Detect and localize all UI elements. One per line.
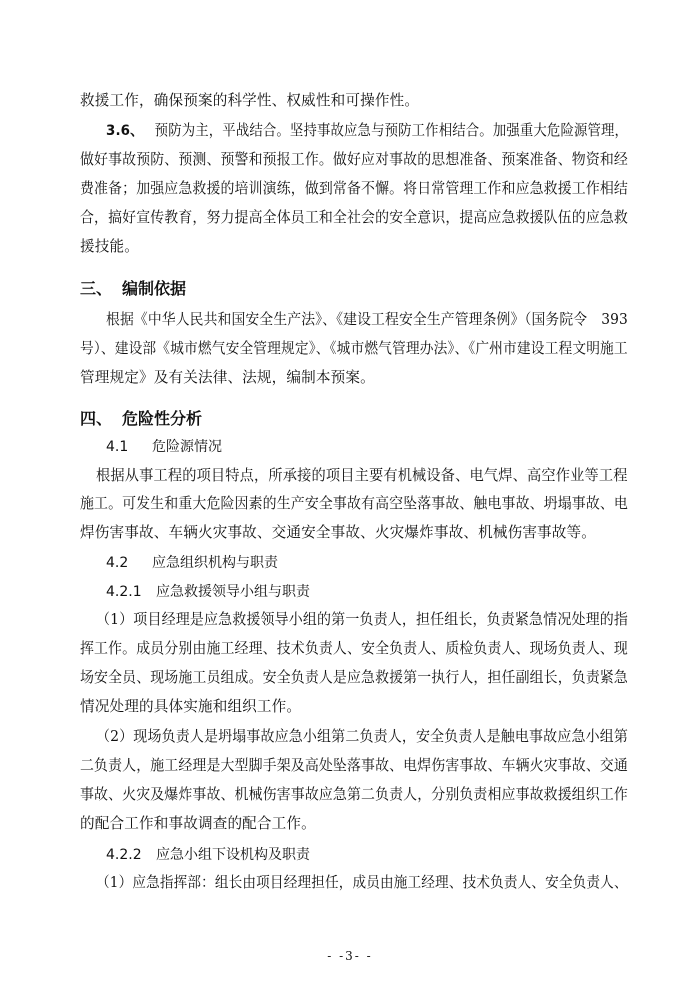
heading-title: 编制依据 (122, 279, 187, 298)
body-line: 管理规定》及有关法律、法规，编制本预案。 (80, 369, 375, 386)
subsection-number: 4.1 (106, 439, 129, 455)
body-line: 救援工作，确保预案的科学性、权威性和可操作性。 (80, 92, 420, 109)
heading-number: 三、 (80, 279, 113, 298)
body-line: 费准备；加强应急救援的培训演练，做到常备不懈。将日常管理工作和应急救援工作相结 (80, 180, 628, 197)
subsection-title: 应急小组下设机构及职责 (156, 847, 310, 863)
clause-number: 3.6、 (106, 122, 144, 139)
subsection-number: 4.2.1 (106, 584, 142, 600)
body-line: 施工。可发生和重大危险因素的生产安全事故有高空坠落事故、触电事故、坍塌事故、电 (80, 495, 628, 512)
subsection-number: 4.2.2 (106, 847, 142, 863)
body-line: 情况处理的具体实施和组织工作。 (80, 698, 302, 715)
subsection-heading-4-1 (106, 437, 222, 457)
body-line: 场安全员、现场施工员组成。安全负责人是应急救援第一执行人，担任副组长，负责紧急 (80, 669, 628, 686)
heading-number: 四、 (80, 409, 113, 428)
section-heading-4 (80, 408, 202, 430)
subsection-title: 危险源情况 (152, 439, 222, 455)
body-line: 根据从事工程的项目特点，所承接的项目主要有机械设备、电气焊、高空作业等工程 (96, 467, 628, 484)
body-line: 做好事故预防、预测、预警和预报工作。做好应对事故的思想准备、预案准备、物资和经 (80, 151, 628, 168)
body-line: 合，搞好宣传教育，努力提高全体员工和全社会的安全意识，提高应急救援队伍的应急救 (80, 209, 628, 226)
heading-title: 危险性分析 (122, 409, 203, 428)
body-line: （2）现场负责人是坍塌事故应急小组第二负责人，安全负责人是触电事故应急小组第 (96, 728, 628, 745)
body-line: 号）、建设部《城市燃气安全管理规定》、《城市燃气管理办法》、《广州市建设工程文明施工 (80, 340, 628, 357)
body-line: 事故、火灾及爆炸事故、机械伤害事故应急第二负责人，分别负责相应事故救援组织工作 (80, 786, 628, 803)
body-line: 的配合工作和事故调查的配合工作。 (80, 815, 316, 832)
section-heading-3 (80, 278, 186, 300)
body-line: 焊伤害事故、车辆火灾事故、交通安全事故、火灾爆炸事故、机械伤害事故等。 (80, 524, 597, 541)
subsection-title: 应急组织机构与职责 (152, 555, 278, 571)
subsection-heading-4-2 (106, 553, 278, 573)
subsection-title: 应急救援领导小组与职责 (156, 584, 310, 600)
subsection-number: 4.2 (106, 555, 129, 571)
body-line: 二负责人，施工经理是大型脚手架及高处坠落事故、电焊伤害事故、车辆火灾事故、交通 (80, 757, 628, 774)
body-line: （1）应急指挥部：组长由项目经理担任，成员由施工经理、技术负责人、安全负责人、 (96, 874, 628, 891)
clause-3-6-line (106, 121, 628, 141)
page-number: - -3- - (327, 949, 373, 963)
body-line: （1）项目经理是应急救援领导小组的第一负责人，担任组长，负责紧急情况处理的指 (96, 611, 628, 628)
subsection-heading-4-2-2 (106, 845, 310, 865)
body-line: 根据《中华人民共和国安全生产法》、《建设工程安全生产管理条例》（国务院令 393 (106, 311, 628, 328)
body-text: 预防为主，平战结合。坚持事故应急与预防工作相结合。加强重大危险源管理， (154, 122, 629, 139)
body-line: 援技能。 (80, 238, 139, 255)
subsection-heading-4-2-1 (106, 582, 310, 602)
body-line: 挥工作。成员分别由施工经理、技术负责人、安全负责人、质检负责人、现场负责人、现 (80, 640, 628, 657)
